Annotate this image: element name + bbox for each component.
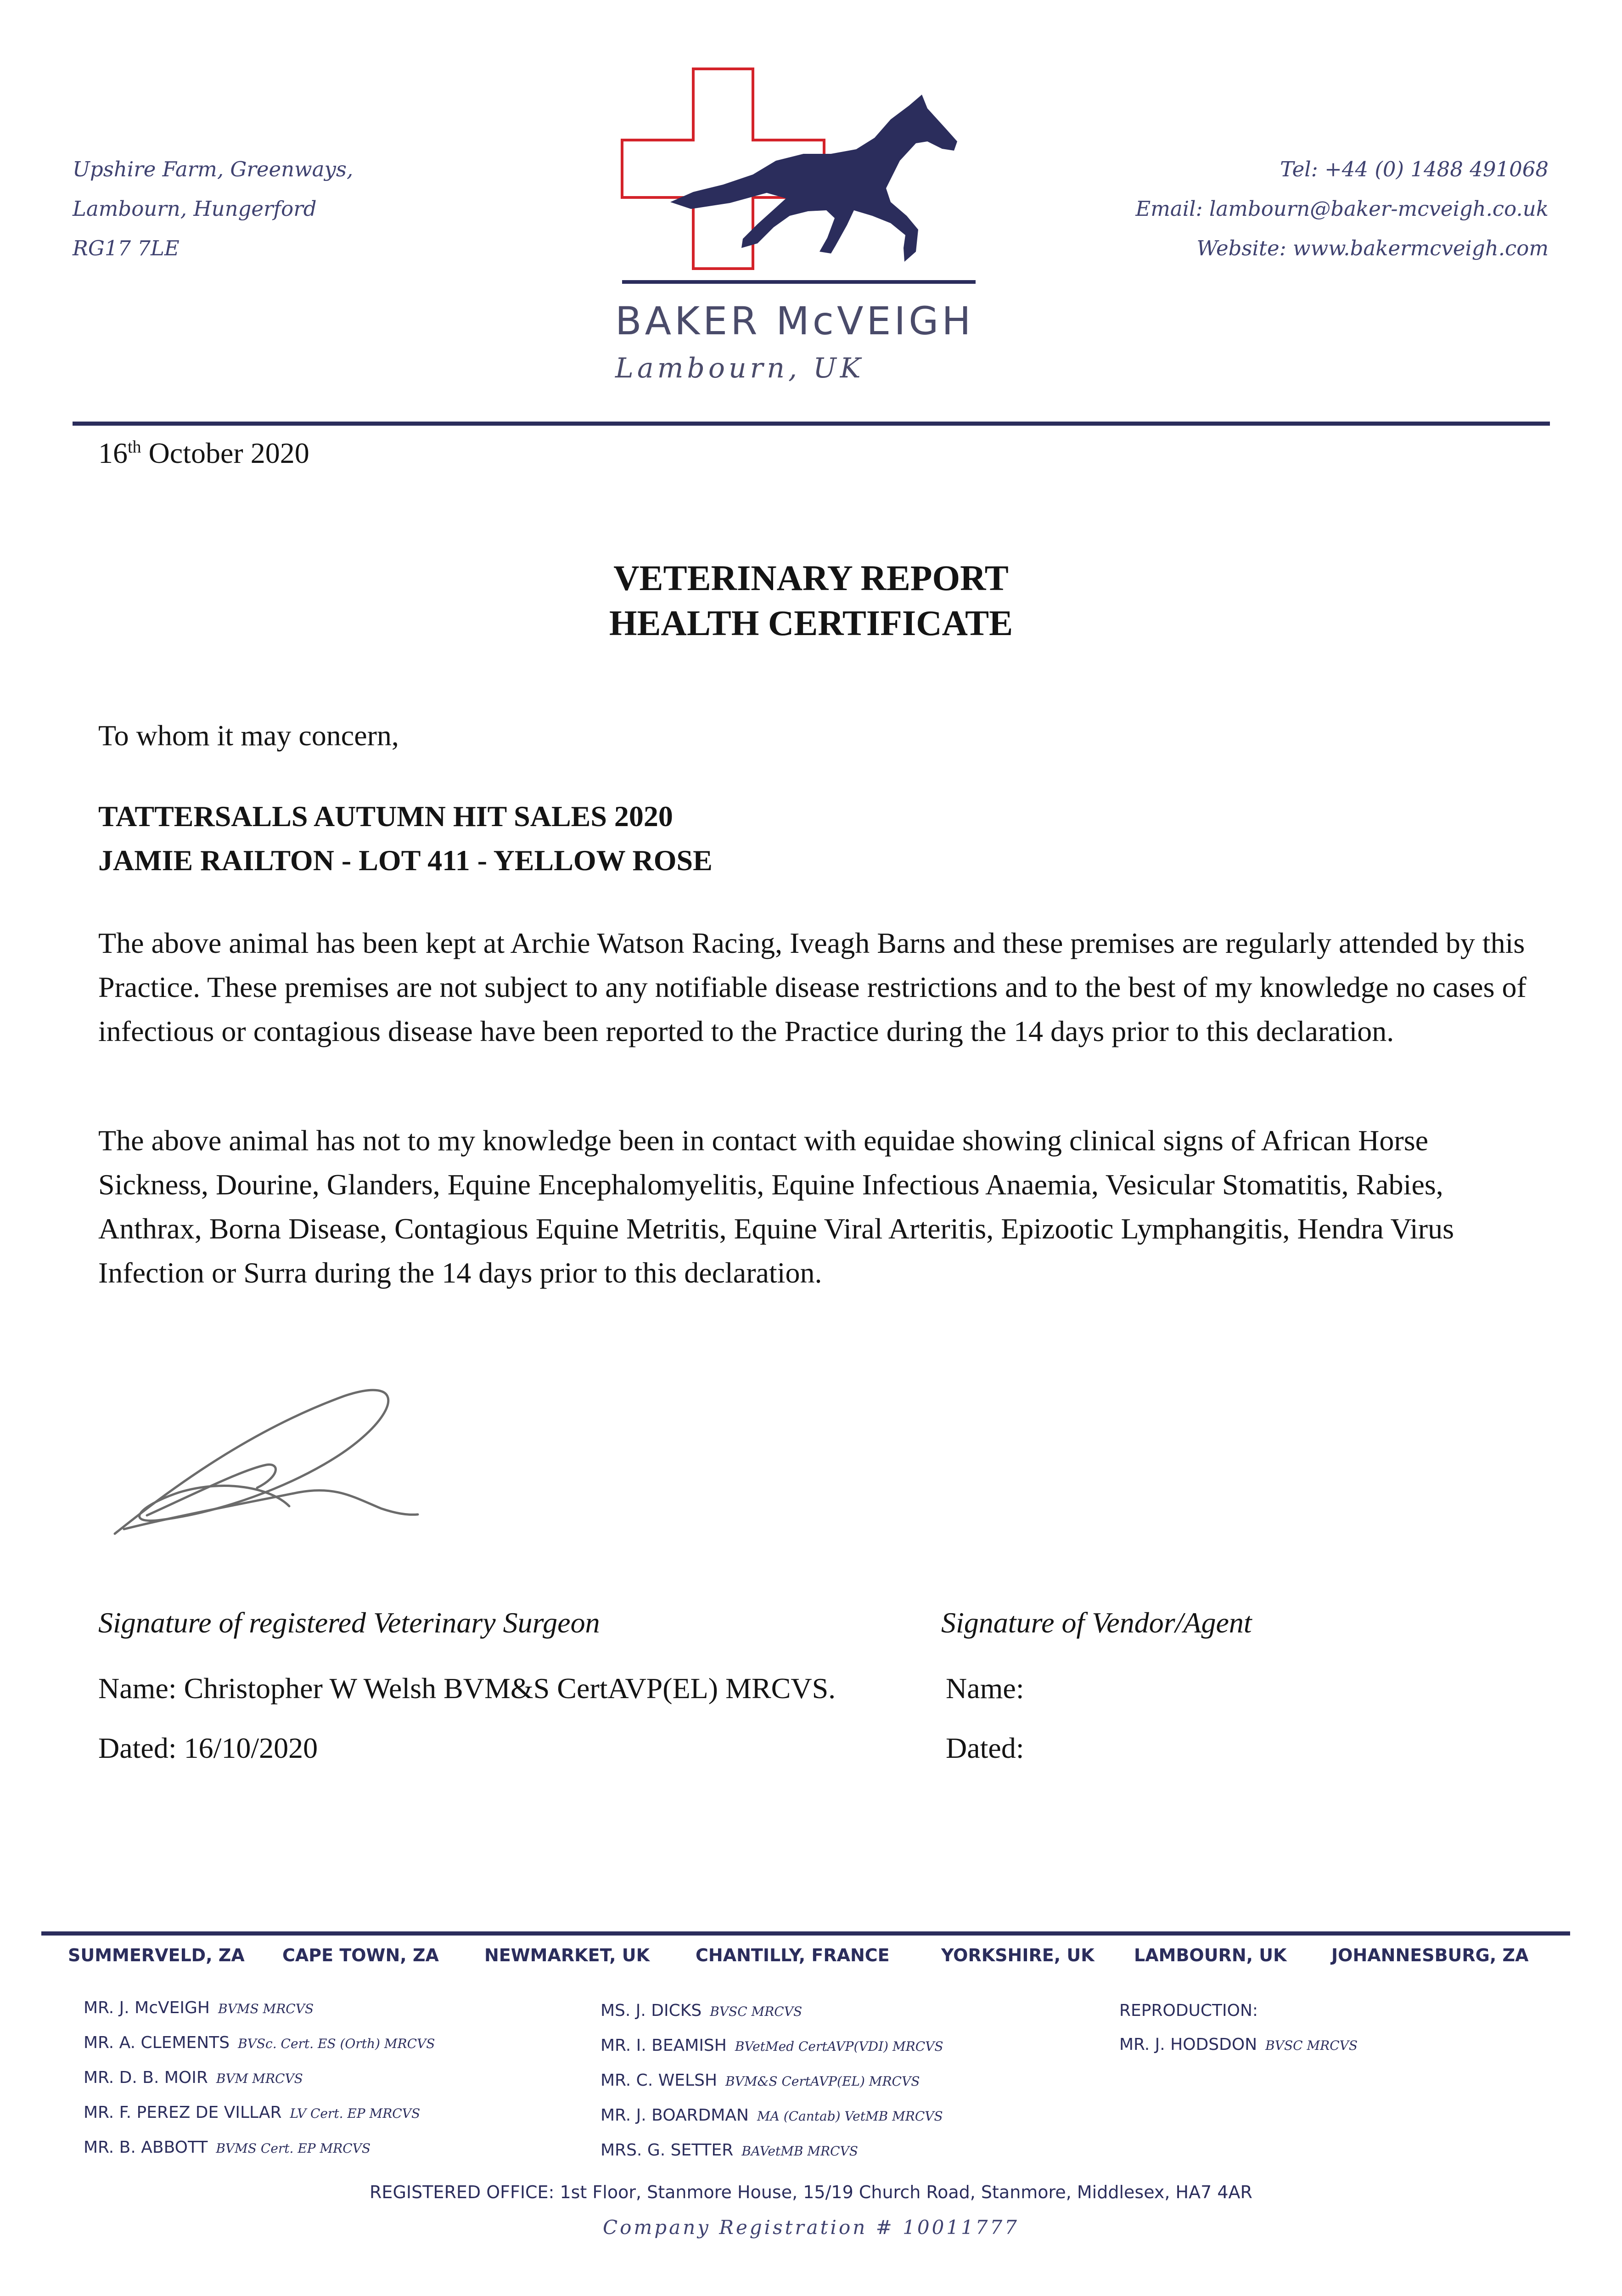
staff-column-1	[84, 1991, 435, 2166]
vendor-signature-label: Signature of Vendor/Agent	[941, 1606, 1252, 1639]
paragraph-disease-contact: The above animal has not to my knowledge been in contact with equidae showing clinical signs of African Horse Sickness, Dourine, Glanders, Equine Encephalomyelitis, Equine Infectious Anaemia, Vesicular Stomatitis, Rabies, Anthrax, Borna Disease, Contagious Equine Metritis, Equine Viral Arteritis, Epizootic Lymphangitis, Hendra Virus Infection or Surra during the 14 days prior to this declaration.	[98, 1124, 1454, 1289]
footer-divider	[41, 1931, 1570, 1936]
vendor-dated: Dated:	[946, 1732, 1024, 1764]
staff-entry: MR. J. BOARDMAN MA (Cantab) VetMB MRCVS	[601, 2106, 943, 2125]
subject-lot: JAMIE RAILTON - LOT 411 - YELLOW ROSE	[98, 844, 713, 877]
subject-sale: TATTERSALLS AUTUMN HIT SALES 2020	[98, 800, 673, 833]
staff-column-2	[601, 1994, 943, 2168]
company-registration: Company Registration # 10011777	[603, 2216, 1019, 2239]
registered-office: REGISTERED OFFICE: 1st Floor, Stanmore House, 15/19 Church Road, Stanmore, Middlesex, HA7 4AR	[370, 2182, 1252, 2202]
staff-entry: REPRODUCTION:	[1119, 2001, 1258, 2020]
staff-entry: MR. J. HODSDON BVSC MRCVS	[1119, 2035, 1358, 2054]
vet-name: Name: Christopher W Welsh BVM&S CertAVP(EL) MRCVS.	[98, 1672, 836, 1705]
staff-column-3	[1119, 1994, 1358, 2063]
website-line: Website: www.bakermcveigh.com	[1196, 236, 1549, 260]
staff-entry: MR. D. B. MOIR BVM MRCVS	[84, 2068, 303, 2087]
address-line: RG17 7LE	[73, 236, 180, 260]
date-suffix: th	[128, 437, 141, 457]
address-block	[73, 150, 353, 268]
contact-block	[1135, 150, 1549, 268]
date-day: 16	[98, 437, 128, 469]
paragraph-premises: The above animal has been kept at Archie Watson Racing, Iveagh Barns and these premises are regularly attended by this Practice. These premises are not subject to any notifiable disease restrictions and to the best of my knowledge no cases of infectious or contagious disease have been reported to the Practice during the 14 days prior to this declaration.	[98, 927, 1527, 1047]
office-cape-town: CAPE TOWN, ZA	[282, 1945, 439, 1965]
address-line: Upshire Farm, Greenways,	[73, 157, 354, 181]
header-divider	[73, 422, 1550, 426]
brand-name: BAKER McVEIGH	[615, 298, 974, 343]
staff-entry: MR. B. ABBOTT BVMS Cert. EP MRCVS	[84, 2138, 371, 2157]
staff-entry: MRS. G. SETTER BAVetMB MRCVS	[601, 2141, 858, 2160]
greeting: To whom it may concern,	[98, 719, 399, 752]
title-line-1: VETERINARY REPORT	[613, 558, 1009, 598]
office-lambourn: LAMBOURN, UK	[1134, 1945, 1287, 1965]
office-summerveld: SUMMERVELD, ZA	[68, 1945, 245, 1965]
document-date	[98, 436, 309, 470]
vet-signature-label: Signature of registered Veterinary Surgeon	[98, 1606, 600, 1639]
vet-dated: Dated: 16/10/2020	[98, 1732, 318, 1764]
vet-signature	[106, 1378, 427, 1543]
address-line: Lambourn, Hungerford	[73, 197, 317, 221]
email-line: Email: lambourn@baker-mcveigh.co.uk	[1135, 197, 1549, 221]
staff-entry: MR. A. CLEMENTS BVSc. Cert. ES (Orth) MRCVS	[84, 2033, 435, 2052]
brand-logo	[615, 64, 982, 384]
brand-location: Lambourn, UK	[615, 352, 864, 384]
staff-entry: MR. C. WELSH BVM&S CertAVP(EL) MRCVS	[601, 2071, 920, 2090]
staff-entry: MR. I. BEAMISH BVetMed CertAVP(VDI) MRCVS	[601, 2036, 943, 2055]
staff-entry: MR. J. McVEIGH BVMS MRCVS	[84, 1998, 314, 2017]
staff-entry: MS. J. DICKS BVSC MRCVS	[601, 2001, 803, 2020]
cross-horse-icon	[615, 64, 982, 285]
title-line-2: HEALTH CERTIFICATE	[609, 603, 1013, 643]
date-rest: October 2020	[148, 437, 309, 469]
staff-entry: MR. F. PEREZ DE VILLAR LV Cert. EP MRCVS	[84, 2103, 421, 2122]
office-yorkshire: YORKSHIRE, UK	[941, 1945, 1094, 1965]
office-johannesburg: JOHANNESBURG, ZA	[1331, 1945, 1529, 1965]
office-chantilly: CHANTILLY, FRANCE	[696, 1945, 890, 1965]
subject-block	[98, 794, 713, 883]
vendor-name: Name:	[946, 1672, 1024, 1705]
document-title	[0, 556, 1622, 646]
phone-line: Tel: +44 (0) 1488 491068	[1280, 157, 1549, 181]
office-newmarket: NEWMARKET, UK	[484, 1945, 650, 1965]
